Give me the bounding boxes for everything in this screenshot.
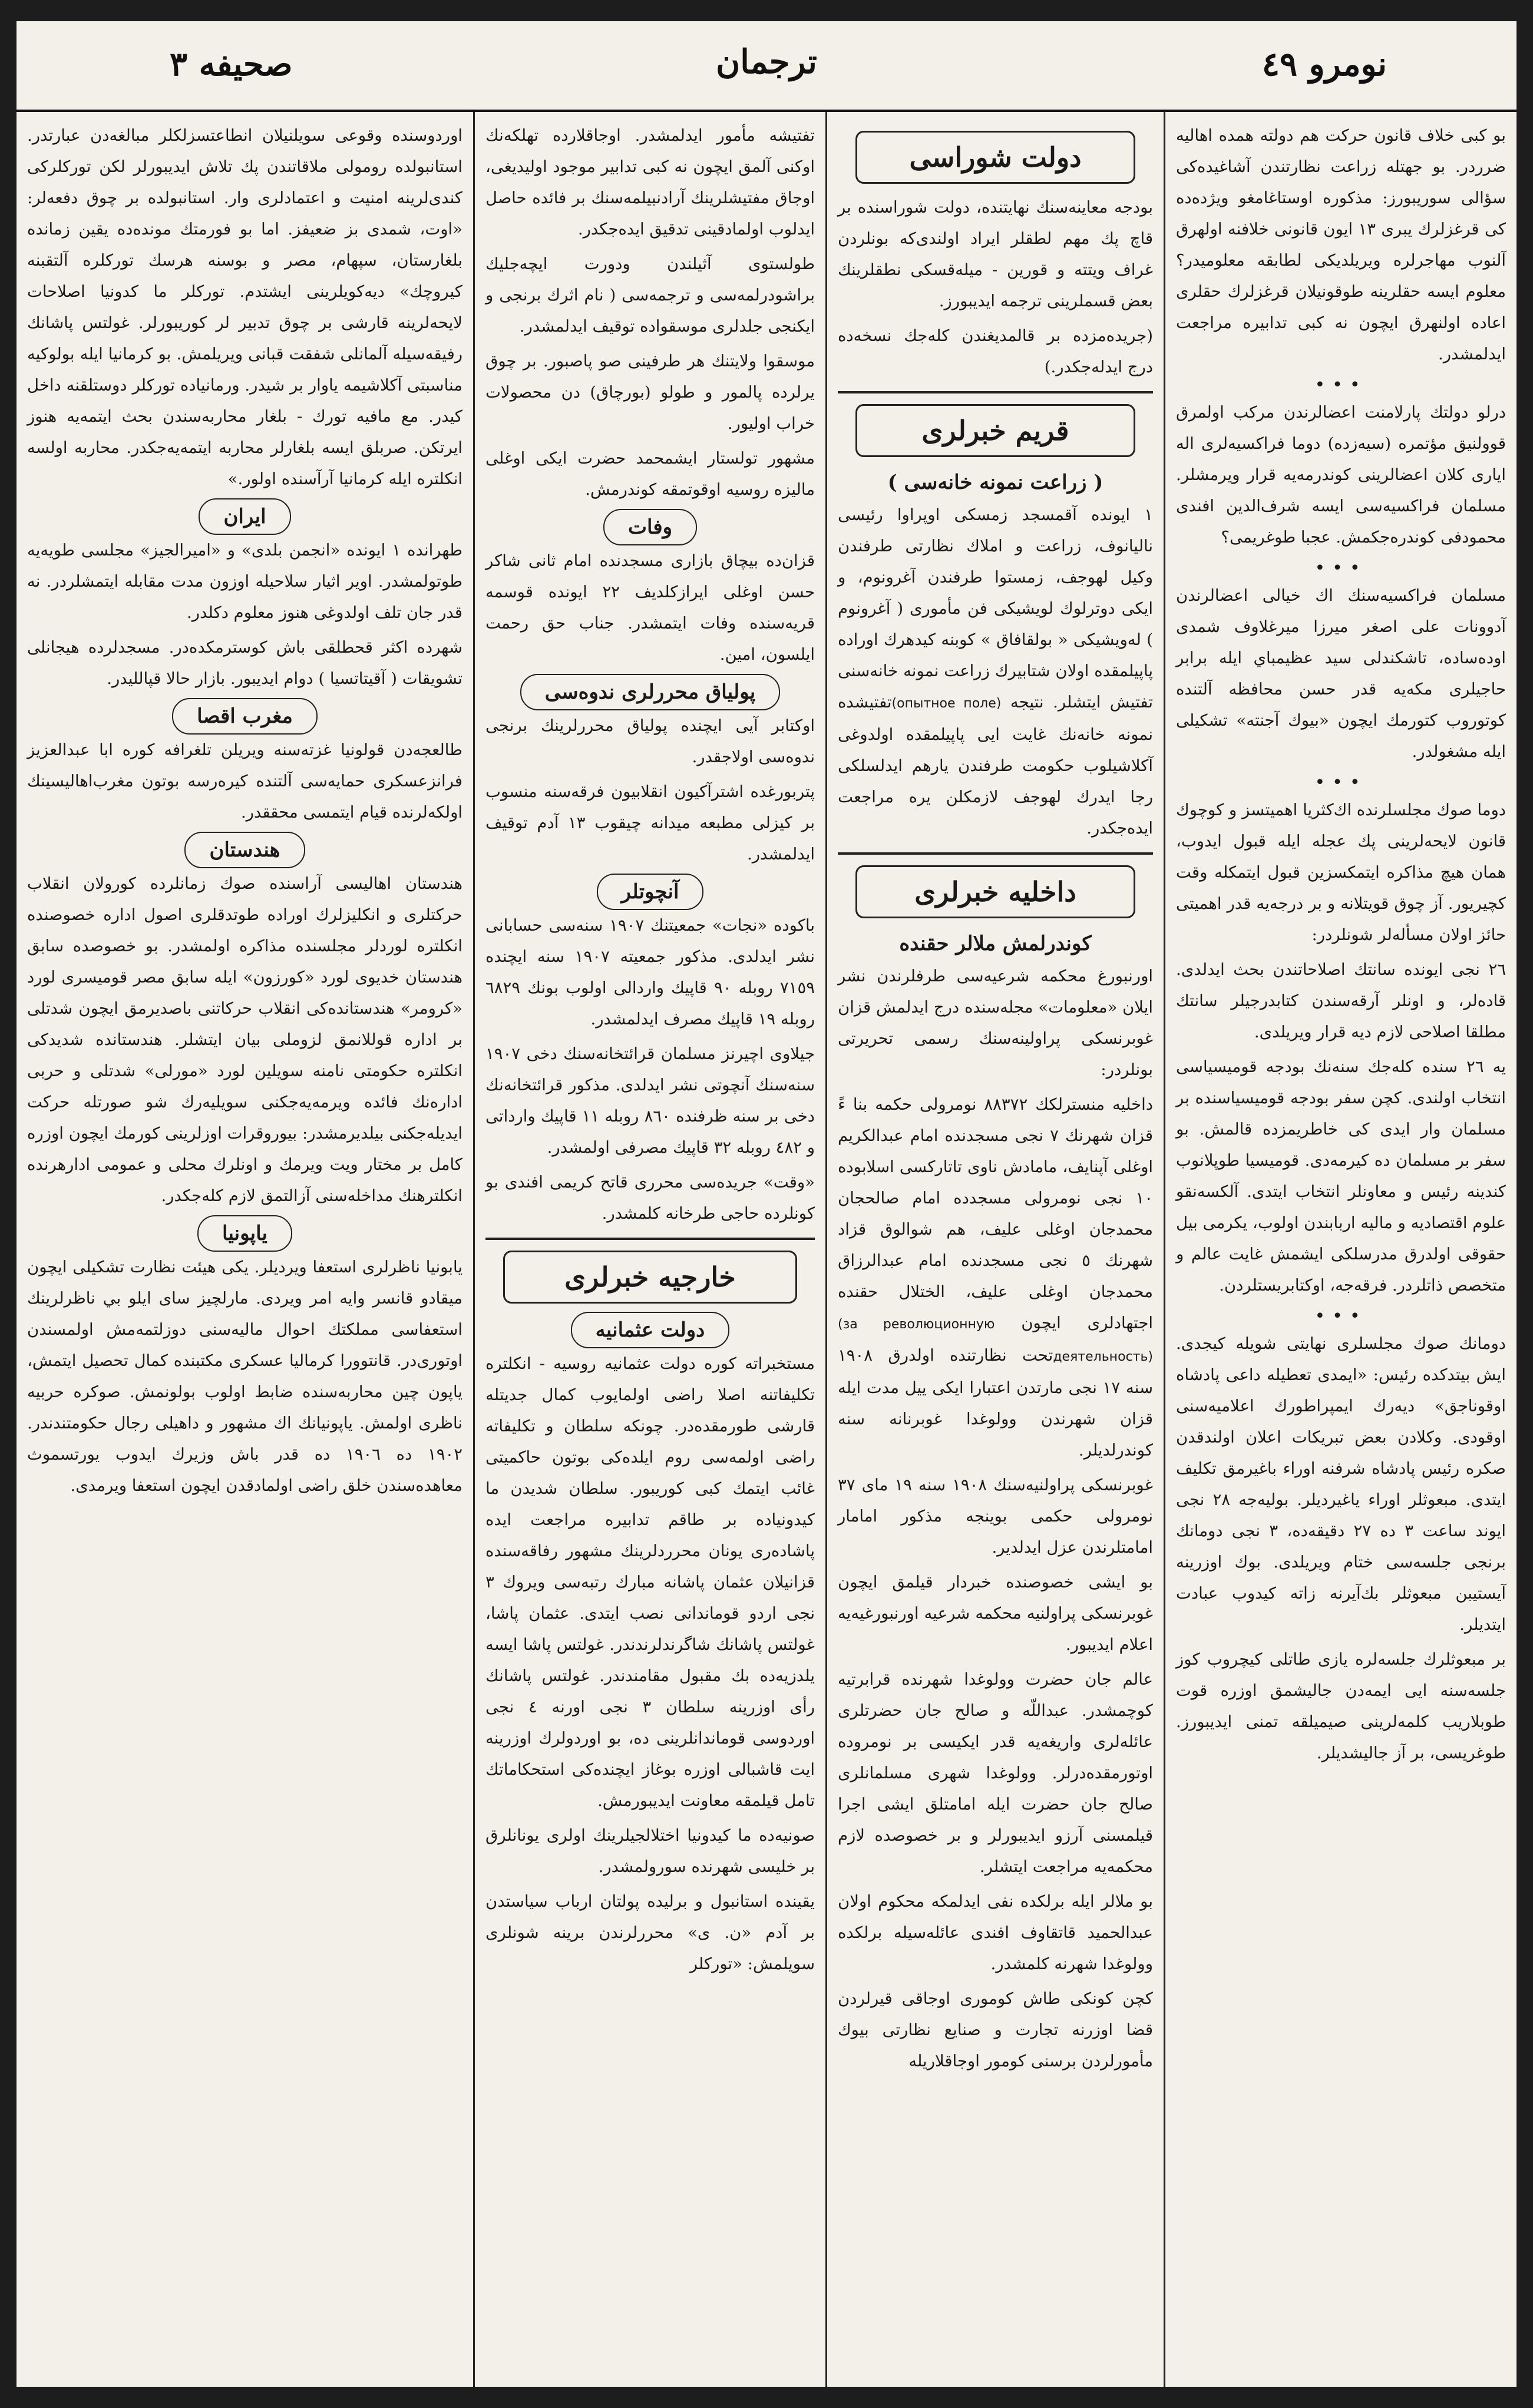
paragraph-text: تحت نظارتنده اولدرق ١٩٠٨ سنه ١٧ نجى مارتدن اعتبارا ايكى ييل مدت ايله قزان شهرندن وولوغدا غوبرنانه سنه كوندرلديلر. <box>838 1346 1153 1460</box>
paragraph: طولستوى آثيلندن ودورت ايچه‌جليك براشودرلمه‌سى و ترجمه‌سى ( نام اثرك برنجى و ايكنجى جلدلرى موسقواده توقيف ايدلمشدر. <box>485 254 815 336</box>
subheading: هندستان <box>27 832 462 868</box>
paragraph: صونيه‌ده ما كيدونيا اختلالجيلرينك اولرى يونانلرق بر خليسى شهرنده سورولمشدر. <box>485 1826 815 1876</box>
paragraph: مشهور تولستار ايشمحمد حضرت ايكى اوغلى ماليزه روسيه اوقوتمقه كوندرمش. <box>485 449 815 499</box>
paragraph: يقينده استانبول و برليده پولتان ارباب سياستدن بر آدم «ن. ى» محررلرندن برينه شونلرى سويلمش: «توركلر <box>485 1892 815 1973</box>
paragraph: اوكتابر آيى ايچنده پولياق محررلرينك برنجى ندوه‌سى اولاجقدر. <box>485 716 815 766</box>
paragraph: هندستان اهاليسى آراسنده صوك زمانلرده كورولان انقلاب حركتلرى و انكليزلرك اوراده طوتدقلرى اصول اداره خصوصنده انكلتره لوردلر مجلسنده مذاكره اولمشدر. بو خصوصده سابق هندستان خديوى لورد «كورزون» ايله سابق مصر قوميسرى لورد «كرومر» هندستانده‌كى انقلاب حركاتنى باصديرمق ايچون شدتلى بر اداره قوللانمق لزوملى بيان ايتشلر. هندستانده شديدكى انكلتره حكومتى نامنه سويلين لورد «مورلى» شدتلى و حربى اداره‌نك فائده ويرمه‌يه‌جكنى سويليه‌رك شو صورتله حركت ايديله‌جكنى بيلديرمشدر: بيوروقرات اوزلرينى كورمك ايچون اوزره كامل بر مختار ويت ويرمك و اونلرك محلى و عمومى ادارهرنده انكلترهنك مداخله‌سنى آزالتمق لازم كله‌جكدر. <box>27 874 462 1205</box>
paragraph: بو ايشى خصوصنده خبردار قيلمق ايچون غوبرنسكى پراولنيه محكمه شرعيه اورنبورغيه‌يه اعلام ايديبور. <box>838 1573 1153 1654</box>
paragraph <box>838 1089 1153 1466</box>
subheading: مغرب اقصا <box>27 698 462 735</box>
paragraph: (جريده‌مزده بر قالمديغندن كله‌جك نسخه‌ده درج ايدله‌جكدر.) <box>838 326 1153 376</box>
section-heading-foreign-news: خارجيه خبرلرى <box>503 1251 797 1304</box>
subheading: آنچوتلر <box>485 874 815 910</box>
masthead <box>16 21 1517 112</box>
paragraph: بو ملالر ايله برلكده نفى ايدلمكه محكوم اولان عبدالحميد قاتقاوف افندى عائله‌سيله برلكده وولوغدا شهرنه كلمشدر. <box>838 1892 1153 1973</box>
divider <box>838 852 1153 855</box>
paragraph: مستخبراته كوره دولت عثمانيه روسيه - انكلتره تكليفاتنه اصلا راضى اولمايوب كمال جديتله قارشى طورمقده‌در. چونكه سلطان و تكليفاته راضى اولمه‌سى روم ايلده‌كى بوتون حاكميتى غائب ايتمك كبى كوريبور. سلطان شديدن ما كيدونياده بر طاقم تدابيره مراجعت ايده پاشاده‌رى يونان محرردلرينك مشهور رفاقه‌سنده قزانيلان عثمان پاشانه مبارك رتبه‌سى ويروك ٣ نجى اردو قوماندانى نصب ايتدى. عثمان پاشا، غولتس پاشانك شاگرندلرندندر. غولتس پاشا ايسه‌ يلدزيه‌ده بك مقبول مقامندندر. غولتس پاشانك رأى اوزرينه سلطان ٣ نجى اورنه ٤ نجى اوردوسى قوماندانلرينى ده، بو اوردولرك اوزرينه ايت قاشبالى اوزره بوغاز ايچنده‌كى استحكاماتك تامل قيلمقه معاونت ايديبورمش. <box>485 1354 815 1810</box>
subheading: دولت عثمانيه <box>485 1312 815 1348</box>
newspaper-page <box>16 21 1517 2387</box>
subheading: ايران <box>27 498 462 535</box>
russian-term: (за революционную деятельность) <box>838 1317 1153 1364</box>
newspaper-title: ترجمان <box>716 42 817 81</box>
paragraph: باكوده «نجات» جمعيتنك ١٩٠٧ سنه‌سى حسابانى نشر ايدلدى. مذكور جمعيته ١٩٠٧ سنه ايچنده ٧١٥٩ روبله ٩٠ قاپيك واردالى اولوب بونك ٦٨٢٩ روبله ١٩ قاپيك مصرف ايدلمشدر. <box>485 916 815 1028</box>
section-heading-domestic-news: داخليه خبرلرى <box>855 865 1135 918</box>
page-number: صحيفه ٣ <box>170 45 293 84</box>
divider <box>485 1238 815 1240</box>
subheading: پولياق محررلرى ندوه‌سى <box>485 674 815 710</box>
paragraph-text: داخليه منسترلكك ٨٨٣٧٢ نومرولى حكمه بنا ءً قزان شهرنك ٧ نجى مسجدنده امام عبدالكريم اوغلى آپنايف، مامادش ناوى تاتاركسى اسلابوده ١٠ نجى نومرولى مسجدده امام صالحجان محمدجان اوغلى عليف، هم شوالوق قزاد شهرنك ٥ نجى مسجدنده امام عبدالرزاق محمدجان اوغلى عليف، الختلال حقنده اجتهادلرى ايچون <box>838 1095 1154 1332</box>
separator-dots: ••• <box>1314 1306 1367 1327</box>
paragraph: بو كبى خلاف قانون حركت هم دولته همده اهاليه ضرردر. بو جهتله زراعت نظارتندن آشاغيده‌كى سؤالى سوريبورز: مذكوره اوستاغامغو ويژده‌ده كى قرغزلرك يبرى ١٣ ايون قانونى خلافنه اولهرق آلنوب مهاجرلره ويريلديكى لطابقه معلوميدر؟ معلوم ايسه حقلرينه طوقونيلان قرغزلرك حقلرى اعاده اولنهرق ايچون نه كبى تدابيره مراجعت ايدلمشدر. <box>1176 126 1506 363</box>
paragraph: تفتيشه مأمور ايدلمشدر. اوجاقلارده تهلكه‌نك اوكنى آلمق ايچون نه كبى تدابير موجود اوليديغى، اوجاق مفتيشلرينك آرادنبيلمه‌سنك بر فائده حاصل ايدلوب اولمادقينى تدقيق ايده‌جكدر. <box>485 126 815 239</box>
paragraph: دوما صوك مجلسلرنده اك‌كثريا اهميتسز و كوچوك قانون لايحه‌لرينى پك عجله ايله قبول ايدوب، همان هيچ مذاكره ايتمكسزين قبول ايتمكله وقت كچيريور. آز چوق قويتلانه و بر درجه‌يه قدر اهميتى حائز اولان مسأله‌لر شونلردر: <box>1176 801 1506 944</box>
issue-number: نومرو ٤٩ <box>1261 45 1387 84</box>
paragraph: بودجه معاينه‌سنك نهايتنده، دولت شوراسنده بر قاچ پك مهم لطقلر ايراد اولندى‌كه بونلردن غراف ويتته و قورين - ميله‌قسكى نطقلرينك بعض قسملرينى ترجمه ايديبورز. <box>838 198 1153 310</box>
subheading: ياپونيا <box>27 1215 462 1252</box>
paragraph: كچن كونكى طاش كومورى اوجاقى قيرلردن قضا اوزرنه تجارت و صنايع نظارتى بيوك مأمورلردن برسنى كومور اوجاقلاريله <box>838 1989 1153 2070</box>
paragraph: غوبرنسكى پراولنيه‌سنك ١٩٠٨ سنه ١٩ ماى ٣٧ نومرولى حكمى بوينجه مذكور امامار امامتلرندن عزل ايدلدير. <box>838 1476 1153 1557</box>
column-4 <box>16 112 475 2387</box>
paragraph: شهرده اكثر قحطلقى باش كوسترمكده‌در. مسجدلرده هيجانلى تشويقات ( آقيتاتسيا ) دوام ايديبور. بازار حالا قپالليدر. <box>27 638 462 688</box>
paragraph: «وقت» جريده‌سى محررى قاتح كريمى افندى بو كونلرده حاجى طرخانه كلمشدر. <box>485 1173 815 1223</box>
paragraph: طالعجه‌دن قولونيا غزته‌سنه ويريلن تلغرافه كوره ابا عبدالعزيز فرانزعسكرى حمايه‌سى آلتنده كيره‌رسه بوتون مغرب‌اهاليسينك اولكه‌لرنده قيام ايتمسى محققدر. <box>27 740 462 822</box>
column-1 <box>1165 112 1517 2387</box>
subheading-obituary: وفات <box>485 509 815 545</box>
column-2 <box>827 112 1165 2387</box>
paragraph: طهرانده ١ ايونده «انجمن بلدى» و «اميرالجيز» مجلسى طويه‌يه طوتولمشدر. اوير اثيار سلاحيله اوزون مدت مقابله ايتمشلردر. نه قدر جان تلف اولدوغى هنوز معلوم دكلدر. <box>27 541 462 622</box>
paragraph: درلو دولتك پارلامنت اعضالرندن مركب اولمرق قوولنيق مؤتمره (سيه‌زده) دوما فراكسيه‌لرى اله ايارى كلان اعضالرينى كوندرمه‌يه قرار ويرمشلر. مسلمان فراكسيه‌سى ايسه شرف‌الدين افندى محمودفى كوندره‌جكمش. عجبا طوغريمى؟ <box>1176 403 1506 547</box>
paragraph: دومانك صوك مجلسلرى نهايتى شويله كيجدى. ايش بيتدكده رئيس: «ايمدى تعطيله داعى پادشاه اوقوناجق» ديه‌رك ايمپراطورك اعلاميه‌سنى اوقودى. وكلادن بعض تبريكات اعلان اولندقدن صكره رئيس پادشاه شرفنه اوراء باغيرمق تكليف ايتدى. مبعوثلر اوراء ياغيرديلر. بوليه‌جه ٢٨ نجى ايوند ساعت ٣ ده ٢٧ دقيقه‌ده، ٣ نجى دومانك برنجى جلسه‌سى ختام ويريلدى. بوك اوزرينه آيستيبن مبعوثلر بك‌آيرنه زاته كيدوب عبادت ايتديلر. <box>1176 1334 1506 1634</box>
paragraph: عالم جان حضرت وولوغدا شهرنده قرابرتيه كوچمشدر. عبداللّه و صالح جان حضرتلرى عائله‌لرى واريغه‌يه قدر ايكيسى بر نومروده اوتورمقده‌درلر. وولوغدا شهرى مسلمانلرى صالح جان حضرت‌ ايله امامتلق ايشى اجرا قيلمسنى آرزو ايديبورلر و بر خصوصده لازم محكمه‌يه مراجعت ايتشلر. <box>838 1670 1153 1876</box>
paragraph-text: تفتيشده نمونه خانه‌نك غايت ايى پاپيلمقده اولدوغى آكلاشيلوب حكومت طرفندن يارهم ايدلسلكى رجا ايدرك لهوجف لازمكلن يره مراجعت ايده‌جكدر. <box>838 693 1153 838</box>
russian-term: (опытное поле) <box>891 696 1002 711</box>
paragraph: يابونيا ناظرلرى استعفا ويرديلر. يكى هيئت نظارت تشكيلى ايچون ميقادو قانسر وايه امر ويردى. مارلچيز ساى ايلو بي ناظرلرينك استعفاسى مملكتك احوال ماليه‌سنى دوزلتمه‌مش اولمسندن اوتورى‌در. قانتوورا كرماليا عسكرى مكتبنده كمال تحصيل ايتمش، ياپون چين محاربه‌سنده ضابط اولوب بولونمش. صوكره حربيه ناظرى اولمش. ياپونيانك اك مشهور و داهيلى رجال حكومتندندر. ١٩٠٢ ده ١٩٠٦ ده قدر باش وزيرك ايدوب يورتسموث معاهده‌سندن خلق راضى اولمادقدن ايچون استعفا ويرمدى. <box>27 1258 463 1495</box>
separator-dots: ••• <box>1314 375 1367 395</box>
paragraph-text: ١ ايونده آقمسجد زمسكى اوپراوا رئيسى ناليانوف، زراعت و املاك نظارتى طرفندن وكيل لهوجف، زمستوا طرفندن آغرونوم، و ايكى دوترلوك لويشيكى فن مأمورى ( آغرونوم ) له‌ويشيكى « بولقافاق » كوبنه كيدهرك اوراده پاپيلمقده اولان شتابيرك زراعت نمونه خانه‌سنى تفتيش ايتشلر. نتيجه‌ <box>838 505 1153 712</box>
column-3 <box>475 112 827 2387</box>
paragraph: قزان‌ده بيچاق بازارى مسجدنده امام ثانى شاكر حسن اوغلى ايرازكلديف ٢٢ ايونده قوسمه قريه‌سنده وفات ايتمشدر. جناب حق رحمت ايلسون، امين. <box>485 551 815 664</box>
paragraph: موسقوا ولايتنك هر طرفينى صو پاصبور. بر چوق يرلرده پالمور و طولو (بورچاق) دن محصولات خراب اوليور. <box>485 352 815 433</box>
section-heading-crimea-news: قريم خبرلرى <box>855 404 1135 457</box>
paragraph: پتربورغده اشترآكيون انقلابيون فرقه‌سنه منسوب بر كيزلى مطبعه ميدانه چيقوب ١٣ آدم توقيف ايدلمشدر. <box>485 782 815 864</box>
paragraph: اورنبورغ محكمه شرعيه‌سى طرفلرندن نشر ايلان «معلومات» مجله‌سنده درج ايدلمش قزان غوبرنسكى پراولينه‌سنك رسمى تحريرتى بونلردر: <box>838 967 1153 1079</box>
paragraph: مسلمان فراكسيه‌سنك اك خيالى اعضالرندن آدوونات على اصغر ميرزا ميرغلاوف شمدى اوده‌ساده، تاشكندلى سيد عظيمباي ايله برابر حاجيلرى مكه‌يه قدر حسن محافظه آلتنده كوتوروب كتورمك ايچون «بيوك آجنته» تشكيلى ايله مشغولدر. <box>1176 586 1506 761</box>
separator-dots: ••• <box>1314 772 1367 793</box>
paragraph: اوردوسنده وقوعى سويلنيلان انطاعتسزلكلر مبالغه‌دن عبارتدر. استانبولده رومولى ملاقاتندن پك تلاش ايديبورلر لكن توركلركى كندى‌لرينه امنيت و اعتمادلرى وار. استانبولده بر چوق دفعه‌لر: «اوت، شمدى بز ضعيفز. اما بو فورمتك مونده‌ده يقين زمانده بلغارستان، سپهام، مصر و بوسنه هرسك توركلره آلتقبنه كيروچك» ديه‌كويلرينى ايشتدم. توركلر ما كدونيا اصلاحات لايحه‌لرينه قارشى بر چوق تدبير لر كوريبورلر. غولتس پاشانك رفيقه‌سيله آلمانلى شفقت قبانى ويريلمش. بو كرمانيا ايله بولوكيه مناسبتى آكلاشيمه ياوار بر شيدر. ورمانياده توركلر دوستلقنه داخل كيدر. مع مافيه تورك - بلغار محاربه‌سندن بحث ايتمه‌يه هنوز ايرتكن. صربلق ايسه بلغارلر محاربه ايتمه‌يه‌جكدر. محاربه اولسه انكلتره ايله كرمانيا آرآسنده اولور.» <box>27 126 462 488</box>
paragraph: ٢٦ نجى ايونده سانتك اصلاحاتندن بحث ايدلدى. قاده‌لر، و اونلر آرقه‌سندن كتابدرجيلر سانتك مطلقا اصلاحى لازم ديه قرار ويريلدى. <box>1176 960 1506 1041</box>
divider <box>838 391 1153 393</box>
paragraph <box>838 500 1153 844</box>
subheading: كوندرلمش ملالر حقنده <box>899 932 1092 955</box>
paragraph: بر مبعوثلرك جلسه‌لره يازى طاتلى كيچروب كوز جلسه‌سنه ايى ايمه‌دن جاليشمق اوزره قوت طوبلاريب كلمه‌لرينى صيميلقه تمنى ايديبورز. طوغريسى، بر آز جاليشديلر. <box>1176 1650 1506 1762</box>
subheading: ( زراعت نمونه خانه‌سى ) <box>887 471 1104 494</box>
paragraph: جيلاوى اچيرنز مسلمان قرائتخانه‌سنك دخى ١٩٠٧ سنه‌سنك آنچوتى نشر ايدلدى. مذكور قرائتخانه‌نك دخى بر سنه ظرفنده ٨٦٠ روبله ١١ قاپيك وارداتى و ٤٨٢ روبله ٣٢ قاپيك مصرفى اولمشدر. <box>485 1044 815 1157</box>
paragraph: يه ٢٦ سنده كله‌جك سنه‌نك بودجه قوميسياسى انتخاب اولندى. كچن سفر بودجه قوميسياسنده بر مسلمان وار ايدى كى خاطريمزده قالمش. بو سفر بر مسلمان ده كيرمه‌دى. قوميسيا طوپلانوب كندينه رئيس و معاونلر انتخاب ايتدى. آلكسه‌نقو علوم اقتصاديه و ماليه اربابندن اولوب، يكرمى بيل حقوقى اولدرق مدرسلكى ايشمش غايت عالم و متخصص ذاتلردر. فرقه‌جه، اوكتابريستلردن. <box>1176 1057 1506 1295</box>
section-heading-state-council: دولت شوراسى <box>855 131 1135 184</box>
separator-dots: ••• <box>1314 558 1367 578</box>
columns <box>16 112 1517 2387</box>
